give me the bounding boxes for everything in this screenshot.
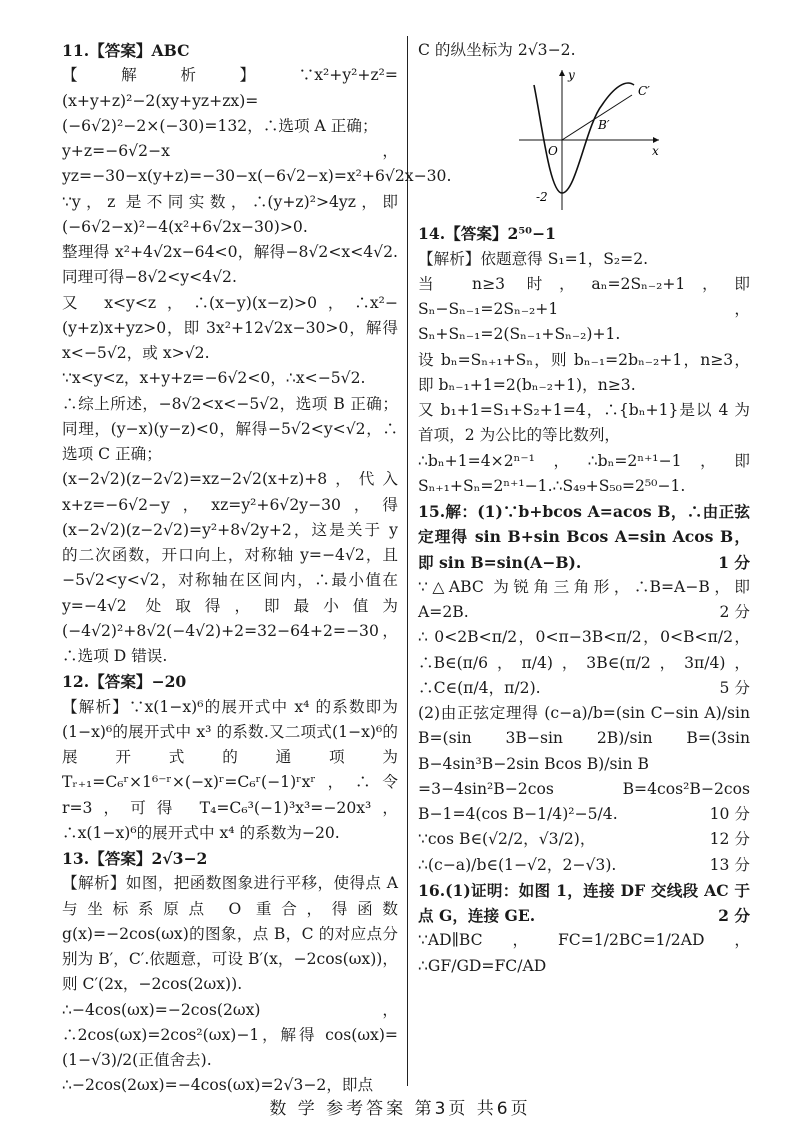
y-label: y (568, 68, 575, 83)
score-mark: 13 分 (709, 855, 750, 874)
solution-line (418, 348, 750, 399)
line-text: ∵AD∥BC，FC=1/2BC=1/2AD，∴GF/GD=FC/AD (418, 931, 750, 975)
solution-line (62, 467, 398, 669)
solution-line (418, 247, 750, 272)
line-text: 16.(1)证明：如图 1，连接 DF 交线段 AC 于点 G，连接 GE. (418, 880, 750, 925)
question-heading (418, 878, 750, 929)
solution-line (418, 398, 750, 449)
page-footer: 数 学 参考答案 第3页 共6页 (269, 1099, 531, 1119)
question-heading (62, 38, 398, 63)
column-divider (407, 36, 408, 1086)
line-text: ∵△ABC 为锐角三角形，∴B=A−B，即 A=2B. (418, 577, 750, 621)
y-axis-arrow (559, 70, 565, 76)
line-text: ∵cos B∈(√2/2，√3/2)， (418, 830, 596, 849)
line-text: 【解析】∵x(1−x)⁶的展开式中 x⁴ 的系数即为(1−x)⁶的展开式中 x³ 的系数.又二项式(1−x)⁶的展开式的通项为 Tᵣ₊₁=C₆ʳ×1⁶⁻ʳ×(−x)ʳ=C₆ʳ(−1)ʳxʳ，∴令 r=3，可得 T₄=C₆³(−1)³x³=−20x³，∴x(1−x)⁶的展开式中 x⁴ 的系数为−20. (62, 697, 398, 842)
origin-label: O (548, 144, 558, 159)
question-heading (418, 221, 750, 246)
cosine-curve (534, 83, 634, 193)
left-column (62, 38, 452, 1099)
line-text: 当 n≥3 时，aₙ=2Sₙ₋₂+1，即 Sₙ−Sₙ₋₁=2Sₙ₋₂+1，Sₙ+Sₙ₋₁=2(Sₙ₋₁+Sₙ₋₂)+1. (418, 274, 750, 344)
solution-line (418, 449, 750, 500)
right-column (418, 38, 750, 979)
solution-line (418, 272, 750, 348)
line-text: 【解析】如图，把函数图象进行平移，使得点 A 与坐标系原点 O 重合，得函数 g(x)=−2cos(ωx)的图象，点 B，C 的对应点分别为 B′，C′.依题意，可设 B′(x，−2cos(ωx))，则 C′(2x，−2cos(2ωx)). (62, 874, 398, 994)
cosine-graph (514, 65, 664, 215)
score-mark: 10 分 (709, 805, 750, 823)
line-text: y+z=−6√2−x，yz=−30−x(y+z)=−30−x(−6√2−x)=x²+6√2x−30. (62, 142, 452, 186)
question-heading (62, 669, 398, 694)
solution-line (418, 701, 750, 777)
line-text: ∴综上所述，−8√2<x<−5√2，选项 B 正确；同理，(y−x)(y−z)<0，解得−5√2<y<√2，∴选项 C 正确； (62, 394, 398, 463)
line-text: 【解析】∵x²+y²+z²=(x+y+z)²−2(xy+yz+zx)=(−6√2)²−2×(−30)=132，∴选项 A 正确； (62, 66, 398, 135)
solution-line (62, 871, 398, 997)
line-text: ∵y，z 是不同实数，∴(y+z)²>4yz，即(−6√2−x)²−4(x²+6√2x−30)>0. (62, 192, 398, 236)
solution-line (62, 291, 398, 367)
y-min-label: -2 (536, 190, 548, 205)
solution-line (418, 853, 750, 878)
q13-continuation: C 的纵坐标为 2√3−2. (418, 41, 576, 59)
right-items (418, 221, 750, 979)
line-text: 整理得 x²+4√2x−64<0，解得−8√2<x<4√2.同理可得−8√2<y<4√2. (62, 243, 398, 287)
score-mark: 5 分 (719, 678, 750, 697)
score-mark: 2 分 (718, 906, 750, 925)
line-text: ∴ 0<2B<π/2，0<π−3B<π/2，0<B<π/2，∴B∈(π/6，π/4)，3B∈(π/2，3π/4)，∴C∈(π/4，π/2). (418, 628, 750, 697)
line-text: 11.【答案】ABC (62, 41, 190, 60)
question-heading (418, 499, 750, 575)
solution-line (62, 366, 398, 391)
line-text: 12.【答案】−20 (62, 672, 187, 692)
line-text: 15.解：(1)∵b+bcos A=acos B，∴由正弦定理得 sin B+sin Bcos A=sin Acos B，即 sin B=sin(A−B). (418, 502, 750, 572)
line-text: (x−2√2)(z−2√2)=xz−2√2(x+z)+8，代入 x+z=−6√2−y，xz=y²+6√2y−30，得(x−2√2)(z−2√2)=y²+8√2y+2，这是关于 y 的二次函数，开口向上，对称轴 y=−4√2，且−5√2<y<√2，对称轴在区间内，∴最小值在 y=−4√2 处取得，即最小值为(−4√2)²+8√2(−4√2)+2=32−64+2=−30，∴选项 D 错误. (62, 470, 398, 665)
x-axis-arrow (653, 137, 659, 143)
line-text: (2)由正弦定理得 (c−a)/b=(sin C−sin A)/sin B=(sin 3B−sin 2B)/sin B=(3sin B−4sin³B−2sin Bcos B)/sin B (418, 704, 750, 773)
solution-line (418, 625, 750, 701)
score-mark: 1 分 (718, 552, 750, 572)
solution-line (62, 392, 398, 468)
score-mark: 12 分 (709, 830, 750, 849)
line-text: 又 b₁+1=S₁+S₂+1=4，∴{bₙ+1}是以 4 为首项，2 为公比的等比数列， (418, 401, 750, 445)
line-text: ∴bₙ+1=4×2ⁿ⁻¹，∴bₙ=2ⁿ⁺¹−1，即 Sₙ₊₁+Sₙ=2ⁿ⁺¹−1.∴S₄₉+S₅₀=2⁵⁰−1. (418, 451, 750, 495)
line-ob-c (562, 95, 632, 140)
solution-line (418, 928, 750, 979)
q13-graph-figure (514, 65, 664, 215)
score-mark: 2 分 (719, 603, 750, 621)
solution-line (418, 827, 750, 852)
x-label: x (652, 144, 659, 159)
solution-line (418, 575, 750, 626)
question-heading (62, 846, 398, 871)
solution-line (418, 777, 750, 828)
solution-line (62, 695, 398, 847)
line-text: 13.【答案】2√3−2 (62, 849, 208, 868)
line-text: 设 bₙ=Sₙ₊₁+Sₙ，则 bₙ₋₁=2bₙ₋₂+1，n≥3，即 bₙ₋₁+1=2(bₙ₋₂+1)，n≥3. (418, 350, 750, 394)
line-text: ∵x<y<z，x+y+z=−6√2<0，∴x<−5√2. (62, 369, 366, 388)
line-text: ∴−4cos(ωx)=−2cos(2ωx)，∴2cos(ωx)=2cos²(ωx)−1，解得 cos(ωx)=(1−√3)/2(正值舍去). (62, 1000, 398, 1069)
line-text: 又 x<y<z，∴(x−y)(x−z)>0，∴x²−(y+z)x+yz>0，即 3x²+12√2x−30>0，解得 x<−5√2，或 x>√2. (62, 293, 398, 362)
b-prime-label: B′ (598, 118, 610, 133)
solution-line (62, 190, 398, 241)
line-text: ∴−2cos(2ωx)=−4cos(ωx)=2√3−2，即点 (62, 1076, 374, 1095)
line-text: 14.【答案】2⁵⁰−1 (418, 224, 556, 244)
solution-line (62, 63, 398, 139)
solution-line (62, 998, 398, 1074)
line-text: 【解析】依题意得 S₁=1，S₂=2. (418, 249, 649, 268)
c-prime-label: C′ (638, 84, 650, 99)
solution-line (62, 139, 452, 190)
line-text: ∴(c−a)/b∈(1−√2，2−√3). (418, 855, 617, 874)
line-text: =3−4sin²B−2cos B=4cos²B−2cos B−1=4(cos B−1/4)²−5/4. (418, 779, 750, 823)
solution-line (62, 240, 398, 291)
